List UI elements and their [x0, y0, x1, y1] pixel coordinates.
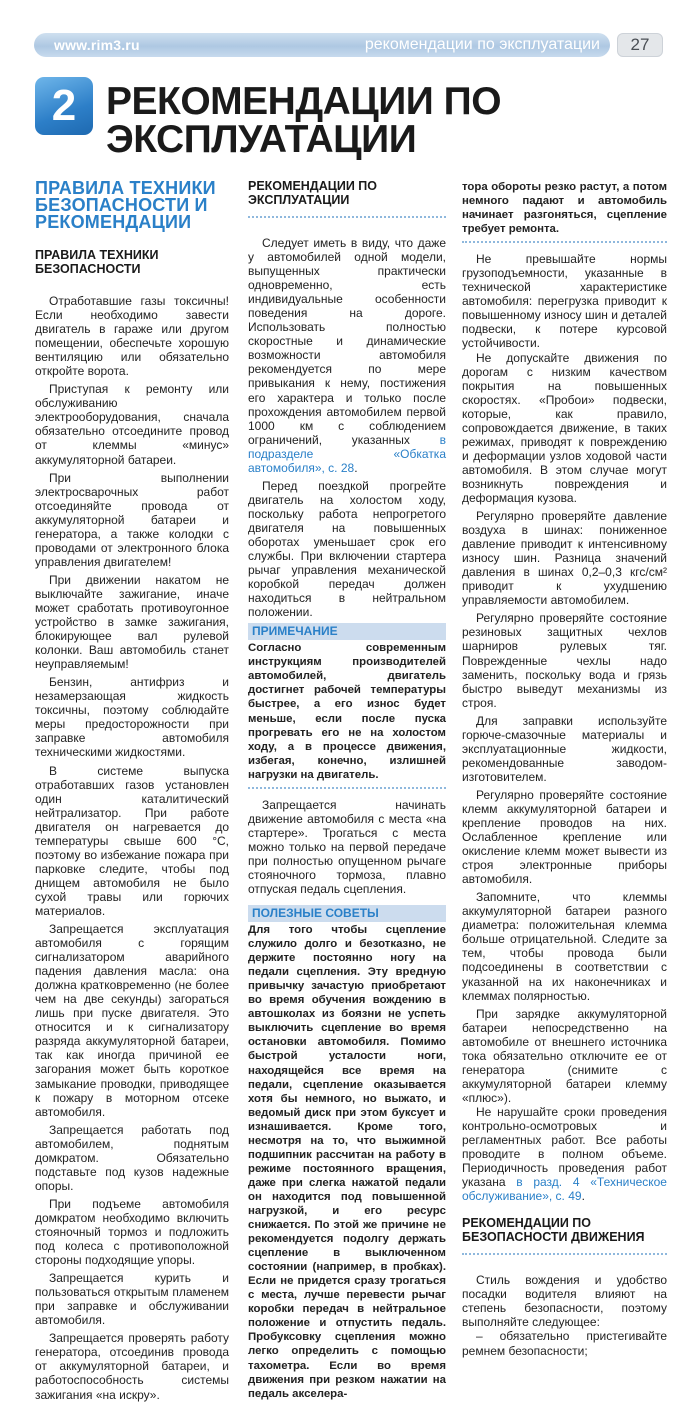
- cross-reference-link[interactable]: в разд. 4 «Техническое обслуживание», с. 49: [462, 1175, 667, 1204]
- paragraph: При движении накатом не выключайте зажигание, иначе может сработать противоугонное устройство в замке зажигания, блокирующее вал рулевой колонки. Ваш автомобиль станет неуправляемым!: [35, 572, 229, 672]
- paragraph: При зарядке аккумуляторной батареи непосредственно на автомобиле от внешнего источника тока обязательно отключите ее от генератора (снимите с аккумуляторной батареи клемму «плюс»).: [462, 1006, 667, 1105]
- running-section-title: рекомендации по эксплуатации: [364, 36, 600, 53]
- list-item: – обязательно пристегивайте ремнем безопасности;: [462, 1329, 667, 1358]
- paragraph: Регулярно проверяйте состояние клемм аккумуляторной батареи и крепление проводов на них. Ослабленное крепление или окисление клемм может вывести из строя электронные приборы автомобиля.: [462, 787, 667, 887]
- paragraph: Регулярно проверяйте давление воздуха в шинах: пониженное давление приводит к интенсивному износу шин. Разница значений давления в шинах 0,2–0,3 кгс/см² приводит к ухудшению управляемости автомобилем.: [462, 509, 667, 608]
- section-title: ПРАВИЛА ТЕХНИКИ БЕЗОПАСНОСТИ И РЕКОМЕНДАЦИИ: [35, 178, 216, 232]
- paragraph: В системе выпуска отработавших газов установлен один каталитический нейтрализатор. При работе двигателя он нагревается до температуры свыше 600 °С, поэтому во избежание пожара при парковке следите, чтобы под днищем автомобиля не было сухой травы или горючих материалов.: [35, 763, 229, 918]
- paragraph: [462, 1105, 667, 1203]
- paragraph: Приступая к ремонту или обслуживанию электрооборудования, сначала обязательно отсоедините провод от клеммы «минус» аккумуляторной батареи.: [35, 382, 229, 467]
- text: .: [581, 1189, 585, 1204]
- column-2: [248, 180, 446, 1401]
- site-url[interactable]: www.rim3.ru: [54, 37, 140, 53]
- chapter-title: РЕКОМЕНДАЦИИ ПО ЭКСПЛУАТАЦИИ: [106, 80, 502, 161]
- chapter-number-badge: 2: [35, 77, 93, 135]
- paragraph: Отработавшие газы токсичны! Если необходимо завести двигатель в гараже или другом помещении, обеспечьте хорошую вентиляцию или обязательно откройте ворота.: [35, 294, 229, 379]
- note-text: Согласно современным инструкциям производителей автомобилей, двигатель достигнет рабочей температуры быстрее, а его износ будет меньше, если после пуска прогревать его не на холостом ходу, а в процессе движения, избегая, конечно, излишней нагрузки на двигатель.: [248, 642, 446, 781]
- text: Не нарушайте сроки проведения контрольно-осмотровых и регламентных работ. Все работы проводите в полном объеме. Периодичность проведения работ указана: [462, 1104, 667, 1190]
- paragraph: Перед поездкой прогрейте двигатель на холостом ходу, поскольку работа непрогретого двигателя на повышенных оборотах уменьшает срок его службы. При включении стартера рычаг управления механической коробкой передач должен находиться в нейтральном положении.: [248, 478, 446, 620]
- text: .: [354, 460, 358, 475]
- subsection-title: РЕКОМЕНДАЦИИ ПО ЭКСПЛУАТАЦИИ: [248, 180, 446, 218]
- paragraph: При подъеме автомобиля домкратом необходимо включить стояночный тормоз и подложить под колеса с противоположной стороны подходящие упоры.: [35, 1196, 229, 1268]
- text: Следует иметь в виду, что даже у автомобилей одной модели, выпущенных практически одновременно, есть индивидуальные особенности поведения на дороге. Использовать полностью скоростные и динамические возможности автомобиля рекомендуется по мере привыкания к нему, постижения его характера и только после прохождения автомобилем первой 1000 км с соблюдением ограничений, указанных: [248, 236, 446, 447]
- divider: [248, 787, 446, 789]
- paragraph: Запомните, что клеммы аккумуляторной батареи разного диаметра: положительная клемма больше отрицательной. Следите за тем, чтобы провода были подсоединены в соответствии с указанной на их наконечниках и клеммах полярностью.: [462, 890, 667, 1003]
- page-header: [0, 0, 700, 62]
- paragraph: [248, 236, 446, 475]
- paragraph: При выполнении электросварочных работ отсоединяйте провода от аккумуляторной батареи и генератора, а также колодки с проводами от электронного блока управления двигателем!: [35, 470, 229, 569]
- column-1: [35, 180, 229, 1402]
- paragraph: Не превышайте нормы грузоподъемности, указанные в технической характеристике автомобиля: перегрузка приводит к повышенному износу шин и деталей подвески, к потере курсовой устойчивости.: [462, 252, 667, 351]
- paragraph: Запрещается курить и пользоваться открытым пламенем при заправке и обслуживании автомобиля.: [35, 1271, 229, 1328]
- paragraph: Запрещается работать под автомобилем, поднятым домкратом. Обязательно подставьте под кузов надежные опоры.: [35, 1122, 229, 1193]
- paragraph: Запрещается проверять работу генератора, отсоединив провода от аккумуляторной батареи, и работоспособность системы зажигания «на искру».: [35, 1331, 229, 1402]
- subsection-title: ПРАВИЛА ТЕХНИКИ БЕЗОПАСНОСТИ: [35, 248, 159, 276]
- page-number: 27: [617, 33, 663, 57]
- paragraph: Для заправки используйте горюче-смазочные материалы и эксплуатационные жидкости, рекомендованные заводом-изготовителем.: [462, 713, 667, 784]
- cross-reference-link[interactable]: в подразделе «Обкатка автомобиля», с. 28: [248, 432, 446, 475]
- tips-text-continued: тора обороты резко растут, а потом немного падают и автомобиль начинает разгоняться, сцепление требует ремонта.: [462, 181, 667, 236]
- column-3: [462, 180, 667, 1358]
- tips-box-heading: ПОЛЕЗНЫЕ СОВЕТЫ: [248, 905, 446, 922]
- divider: [462, 241, 667, 243]
- tips-text: Для того чтобы сцепление служило долго и безотказно, не держите постоянно ногу на педали сцепления. Эту вредную привычку зачастую приобретают во время обучения вождению в автошколах из боязни не успеть выключить сцепление во время остановки автомобиля. Помимо быстрой усталости ноги, находящейся все время на педали, сцепление оказывается хотя бы немного, но выжато, и ведомый диск при этом буксует и изнашивается. Кроме того, несмотря на то, что выжимной подшипник рассчитан на работу в режиме постоянного вращения, даже при слегка нажатой педали он находится под повышенной нагрузкой, и его ресурс снижается. По этой же причине не рекомендуется подолгу держать сцепление в выключенном состоянии (например, в пробках). Если не придется сразу трогаться с места, лучше перевести рычаг коробки передач в нейтральное положение и отпустить педаль. Пробуксовку сцепления можно легко определить с помощью тахометра. Если во время движения при резком нажатии на педаль акселера-: [248, 924, 446, 1400]
- paragraph: Запрещается эксплуатация автомобиля с горящим сигнализатором аварийного падения давления масла: она должна кратковременно (не более чем на две секунды) загораться лишь при пуске двигателя. Это относится и к сигнализатору разряда аккумуляторной батареи, так как иногда причиной ее загорания может быть короткое замыкание проводки, приводящее к пожару в моторном отсеке автомобиля.: [35, 922, 229, 1119]
- paragraph: Запрещается начинать движение автомобиля с места «на стартере». Трогаться с места можно только на первой передаче при полностью опущенном рычаге стояночного тормоза, плавно отпуская педаль сцепления.: [248, 797, 446, 897]
- note-box-heading: ПРИМЕЧАНИЕ: [248, 623, 446, 640]
- paragraph: Стиль вождения и удобство посадки водителя влияют на степень безопасности, поэтому выполняйте следующее:: [462, 1273, 667, 1330]
- paragraph: Регулярно проверяйте состояние резиновых защитных чехлов шарниров рулевых тяг. Поврежденные чехлы надо заменить, поскольку вода и грязь быстро выведут механизмы из строя.: [462, 611, 667, 710]
- paragraph: Бензин, антифриз и незамерзающая жидкость токсичны, поэтому соблюдайте меры предосторожности при заправке автомобиля техническими жидкостями.: [35, 675, 229, 760]
- subsection-title: РЕКОМЕНДАЦИИ ПО БЕЗОПАСНОСТИ ДВИЖЕНИЯ: [462, 1217, 667, 1255]
- paragraph: Не допускайте движения по дорогам с низким качеством покрытия на повышенных скоростях. «Пробои» подвески, которые, как правило, сопровождается движение, в таких режимах, приводят к повреждению и деформации узлов ходовой части автомобиля. В этом случае могут возникнуть повреждения и деформация кузова.: [462, 350, 667, 505]
